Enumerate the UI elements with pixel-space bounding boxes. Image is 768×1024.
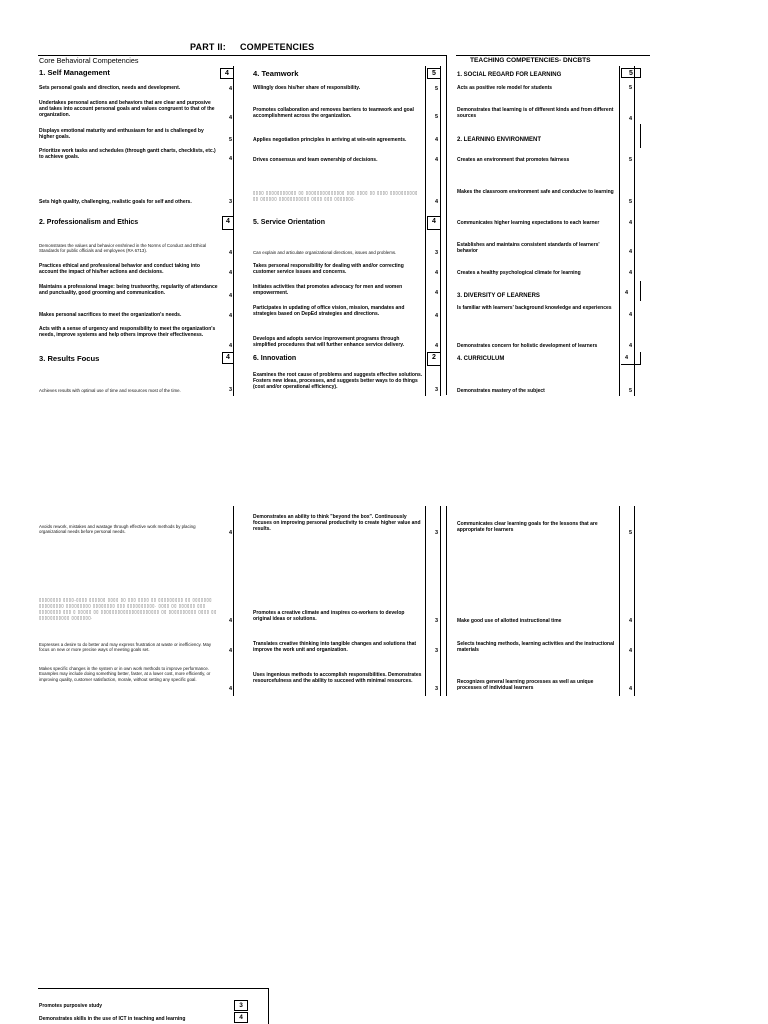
diversity-score: 4 <box>621 281 641 301</box>
prof-score-4: 4 <box>228 313 232 319</box>
env-score-3: 4 <box>628 220 632 226</box>
sm-score-4: 4 <box>228 156 232 162</box>
sm-score-5: 3 <box>228 199 232 205</box>
cur-score-4: 4 <box>628 648 632 654</box>
prof-item-2: Practices ethical and professional behavior and conduct taking into account the impact of his/her actions and decisions. <box>39 263 200 275</box>
inn-item-3: Promotes a creative climate and inspires co-workers to develop original ideas or solutions. <box>253 610 405 622</box>
results-focus-heading: 3. Results Focus <box>39 354 100 363</box>
vrule-col1-lower <box>233 506 234 696</box>
inn-item-2: Demonstrates an ability to think "beyond the box". Continuously focuses on improving personal productivity to create higher value and results. <box>253 514 421 532</box>
page-title <box>190 42 314 52</box>
svc-item-4: Participates in updating of office vision, mission, mandates and strategies based on DepEd strategies and directions. <box>253 305 405 317</box>
inn-item-1: Examines the root cause of problems and suggests effective solutions. Fosters new ideas, processes, and suggests better ways to do things (cost and/or operational efficiency). <box>253 372 423 390</box>
vrule-core <box>446 55 447 395</box>
rf-item-2: Avoids rework, mistakes and wastage through effective work methods by placing organizational needs before personal needs. <box>39 524 196 535</box>
part-label: PART II: <box>190 42 226 52</box>
sm-item-3: Displays emotional maturity and enthusiasm for and is challenged by higher goals. <box>39 128 204 140</box>
social-regard-heading: 1. SOCIAL REGARD FOR LEARNING <box>457 72 562 78</box>
environment-heading: 2. LEARNING ENVIRONMENT <box>457 137 542 143</box>
tw-item-4: Drives consensus and team ownership of decisions. <box>253 157 378 163</box>
prof-item-1: Demonstrates the values and behavior enshrined in the Norms of Conduct and Ethical Standards for public officials and employees (RA 6713). <box>39 243 207 254</box>
rf-score-2: 4 <box>228 530 232 536</box>
professionalism-score: 4 <box>222 216 234 230</box>
svc-score-3: 4 <box>434 290 438 296</box>
env-item-1: Creates an environment that promotes fairness <box>457 157 570 163</box>
env-score-1: 5 <box>628 157 632 163</box>
curriculum-score: 4 <box>621 352 641 365</box>
service-score: 4 <box>427 216 441 230</box>
sm-item-2: Undertakes personal actions and behaviors that are clear and purposive and takes into account personal goals and values congruent to that of the organization. <box>39 100 215 118</box>
teamwork-heading: 4. Teamwork <box>253 69 299 78</box>
svc-item-1: Can explain and articulate organizational directions, issues and problems. <box>253 250 397 255</box>
sm-item-5: Sets high quality, challenging, realistic goals for self and others. <box>39 199 192 205</box>
unreadable-teamwork-text: ▯▯▯▯ ▯▯▯▯▯▯▯▯▯▯▯ ▯▯ ▯▯▯▯▯▯▯▯▯▯▯▯▯▯ ▯▯▯ ▯▯▯▯ ▯▯ ▯▯▯▯ ▯▯▯▯▯▯▯▯▯▯ ▯▯ ▯▯▯▯▯▯ ▯▯▯▯▯▯▯▯▯▯▯ ▯▯▯▯ ▯▯▯ ▯▯▯▯▯▯▯. <box>253 190 418 201</box>
svc-item-5: Develops and adopts service improvement programs through simplified procedures that will further enhance service delivery. <box>253 336 405 348</box>
sr-score-1: 5 <box>628 85 632 91</box>
cur-score-5: 4 <box>628 686 632 692</box>
cur-item-3: Make good use of allotted instructional time <box>457 618 562 624</box>
svc-score-5: 4 <box>434 343 438 349</box>
part-title: COMPETENCIES <box>239 42 315 52</box>
prof-item-4: Makes personal sacrifices to meet the organization's needs. <box>39 312 182 318</box>
env-item-3: Communicates higher learning expectations to each learner <box>457 220 600 226</box>
vrule-col2 <box>440 66 441 396</box>
vrule-col3-inner-lower <box>619 506 620 696</box>
cur-item-4: Selects teaching methods, learning activities and the instructional materials <box>457 641 615 653</box>
bottom-score-2: 4 <box>234 1012 248 1023</box>
sr-item-2: Demonstrates that learning is of different kinds and from different sources <box>457 107 614 119</box>
cur-score-3: 4 <box>628 618 632 624</box>
sr-item-1: Acts as positive role model for students <box>457 85 553 91</box>
prof-score-2: 4 <box>228 270 232 276</box>
inn-item-4: Translates creative thinking into tangible changes and solutions that improve the work unit and organization. <box>253 641 417 653</box>
vrule-col2-inner <box>425 66 426 396</box>
env-item-5: Creates a healthy psychological climate for learning <box>457 270 581 276</box>
div-item-2: Demonstrates concern for holistic development of learners <box>457 343 598 349</box>
svc-score-1: 3 <box>434 250 438 256</box>
rf-item-1: Achieves results with optimal use of time and resources most of the time. <box>39 388 181 393</box>
teamwork-score: 5 <box>427 68 441 79</box>
professionalism-heading: 2. Professionalism and Ethics <box>39 219 139 226</box>
env-item-2: Makes the classroom environment safe and conducive to learning <box>457 189 614 195</box>
bottom-score-1: 3 <box>234 1000 248 1011</box>
unreadable-text-block: ▯▯▯▯▯▯▯▯ ▯▯▯▯-▯▯▯▯ ▯▯▯▯▯▯ ▯▯▯▯ ▯▯ ▯▯▯ ▯▯▯▯ ▯▯ ▯▯▯▯▯▯▯▯▯ ▯▯ ▯▯▯▯▯▯▯ ▯▯▯▯▯▯▯▯▯ ▯▯▯▯▯▯▯▯▯ ▯▯▯▯▯▯▯▯ ▯▯▯ ▯▯▯▯▯▯▯▯▯▯. ▯▯▯▯ ▯▯ ▯▯▯▯▯▯ ▯▯▯ ▯▯▯▯▯▯▯▯ ▯▯▯ ▯ ▯▯▯▯▯ ▯▯ ▯▯▯▯▯▯▯▯▯▯▯▯▯▯▯▯▯▯▯▯▯ ▯▯ ▯▯▯▯▯▯▯▯▯▯ ▯▯▯▯ ▯▯ ▯▯▯▯▯▯▯▯▯▯▯ ▯▯▯▯▯▯▯. <box>39 597 217 620</box>
tw-score-4: 4 <box>434 157 438 163</box>
prof-score-1: 4 <box>228 250 232 256</box>
sm-score-3: 5 <box>228 137 232 143</box>
vrule-col2-lower <box>440 506 441 696</box>
inn-score-3: 3 <box>434 618 438 624</box>
inn-score-4: 3 <box>434 648 438 654</box>
vrule-col3-inner <box>619 66 620 396</box>
inn-score-5: 3 <box>434 686 438 692</box>
innovation-score: 2 <box>427 352 441 366</box>
sm-score-1: 4 <box>228 86 232 92</box>
env-score-5: 4 <box>628 270 632 276</box>
inn-score-1: 3 <box>434 387 438 393</box>
inn-item-5: Uses ingenious methods to accomplish responsibilities. Demonstrates resourcefulness and the ability to succeed with minimal resources. <box>253 672 422 684</box>
vrule-core-lower <box>446 506 447 696</box>
bottom-top-rule <box>38 988 268 989</box>
self-management-score: 4 <box>220 68 234 79</box>
svc-item-3: Initiates activities that promotes advocacy for men and women empowerment. <box>253 284 403 296</box>
rf-score-3: 4 <box>228 618 232 624</box>
div-item-1: Is familiar with learners' background knowledge and experiences <box>457 305 612 311</box>
service-heading: 5. Service Orientation <box>253 219 325 226</box>
svc-score-4: 4 <box>434 313 438 319</box>
tw-score-3: 4 <box>434 137 438 143</box>
rf-score-4: 4 <box>228 648 232 654</box>
env-score-2: 5 <box>628 199 632 205</box>
innovation-heading: 6. Innovation <box>253 355 297 362</box>
environment-score <box>621 124 641 148</box>
cur-score-2: 5 <box>628 530 632 536</box>
prof-score-3: 4 <box>228 293 232 299</box>
sm-item-1: Sets personal goals and direction, needs and development. <box>39 85 181 91</box>
div-score-2: 4 <box>628 343 632 349</box>
rf-item-5: Makes specific changes in the system or in own work methods to improve performance. Examples may include doing something better, faster, at a lower cost, more efficiently, or improving quality, customer satisfaction, morale, without setting any specific goal. <box>39 666 211 682</box>
bottom-item-2: Demonstrates skills in the use of ICT in teaching and learning <box>39 1016 186 1022</box>
tw-score-1: 5 <box>434 86 438 92</box>
bottom-vrule <box>268 988 269 1024</box>
top-rule-right <box>456 55 650 56</box>
sm-item-4: Prioritize work tasks and schedules (through gantt charts, checklists, etc.) to achieve goals. <box>39 148 216 160</box>
vrule-col2-inner-lower <box>425 506 426 696</box>
prof-score-5: 4 <box>228 343 232 349</box>
diversity-heading: 3. DIVERSITY OF LEARNERS <box>457 293 540 299</box>
tw-item-2: Promotes collaboration and removes barriers to teamwork and goal accomplishment across the organization. <box>253 107 414 119</box>
rf-score-1: 3 <box>228 387 232 393</box>
rf-item-4: Expresses a desire to do better and may express frustration at waste or inefficiency. May focus on new or more precise ways of meeting goals set. <box>39 642 212 653</box>
cur-item-1: Demonstrates mastery of the subject <box>457 388 545 394</box>
cur-item-5: Recognizes general learning processes as well as unique processes of individual learners <box>457 679 594 691</box>
social-regard-score: 5 <box>621 68 641 78</box>
svc-score-2: 4 <box>434 270 438 276</box>
tw-score-5: 4 <box>434 199 438 205</box>
tw-item-1: Willingly does his/her share of responsibility. <box>253 85 361 91</box>
sr-score-2: 4 <box>628 116 632 122</box>
cur-score-1: 5 <box>628 388 632 394</box>
rf-score-5: 4 <box>228 686 232 692</box>
bottom-item-1: Promotes purposive study <box>39 1003 103 1009</box>
cur-item-2: Communicates clear learning goals for the lessons that are appropriate for learners <box>457 521 598 533</box>
sm-score-2: 4 <box>228 115 232 121</box>
prof-item-5: Acts with a sense of urgency and responsibility to meet the organization's needs, improve systems and help others improve their effectiveness. <box>39 326 216 338</box>
vrule-col3 <box>634 66 635 396</box>
vrule-col3-lower <box>634 506 635 696</box>
tw-item-3: Applies negotiation principles in arriving at win-win agreements. <box>253 137 407 143</box>
prof-item-3: Maintains a professional image: being trustworthy, regularity of attendance and punctuality, good grooming and communication. <box>39 284 218 296</box>
inn-score-2: 3 <box>434 530 438 536</box>
svc-item-2: Takes personal responsibility for dealing with and/or correcting customer service issues and concerns. <box>253 263 404 275</box>
teaching-title: TEACHING COMPETENCIES- DNCBTS <box>470 57 591 64</box>
div-score-1: 4 <box>628 312 632 318</box>
results-focus-score: 4 <box>222 352 234 364</box>
curriculum-heading: 4. CURRICULUM <box>457 356 505 362</box>
self-management-heading: 1. Self Management <box>39 68 110 77</box>
tw-score-2: 5 <box>434 114 438 120</box>
env-score-4: 4 <box>628 249 632 255</box>
vrule-col1 <box>233 66 234 396</box>
env-item-4: Establishes and maintains consistent standards of learners' behavior <box>457 242 600 254</box>
core-title: Core Behavioral Competencies <box>39 56 139 65</box>
